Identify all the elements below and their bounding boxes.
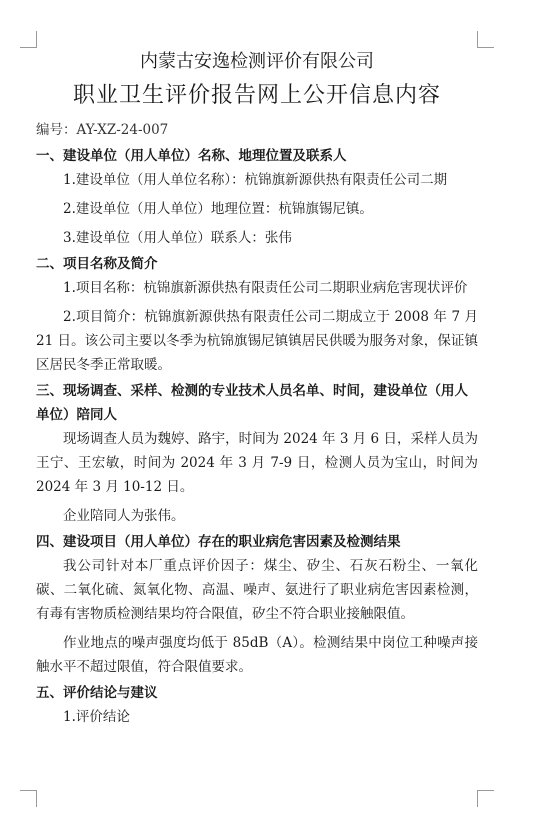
paragraph: 2.建设单位（用人单位）地理位置：杭锦旗锡尼镇。 bbox=[63, 201, 373, 217]
page-corner-mark bbox=[20, 31, 37, 48]
company-name: 内蒙古安逸检测评价有限公司 bbox=[140, 51, 374, 72]
document-title: 职业卫生评价报告网上公开信息内容 bbox=[72, 83, 441, 108]
document-number: 编号：AY-XZ-24-007 bbox=[36, 122, 169, 138]
page-corner-mark bbox=[477, 790, 494, 807]
paragraph: 作业地点的噪声强度均低于 85dB（A）。检测结果中岗位工种噪声接触水平不超过限值，符合限值要求。 bbox=[36, 635, 478, 675]
page-corner-mark bbox=[477, 31, 494, 48]
paragraph: 企业陪同人为张伟。 bbox=[63, 508, 185, 524]
paragraph: 3.建设单位（用人单位）联系人：张伟 bbox=[63, 230, 292, 246]
section-heading: 二、项目名称及简介 bbox=[36, 256, 158, 272]
section-heading: 五、评价结论与建议 bbox=[36, 685, 158, 701]
section-heading: 四、建设项目（用人单位）存在的职业病危害因素及检测结果 bbox=[36, 534, 401, 550]
paragraph: 现场调查人员为魏婷、路宇，时间为 2024 年 3 月 6 日，采样人员为王宁、王宏敏，时间为 2024 年 3 月 7-9 日，检测人员为宝山，时间为 2024 年 3 月 10-12 日。 bbox=[36, 431, 478, 495]
paragraph: 1.评价结论 bbox=[63, 709, 130, 725]
paragraph: 1.建设单位（用人单位名称）：杭锦旗新源供热有限责任公司二期 bbox=[63, 172, 448, 188]
section-heading: 三、现场调查、采样、检测的专业技术人员名单、时间，建设单位（用人单位）陪同人 bbox=[36, 383, 468, 423]
document-page bbox=[36, 46, 478, 729]
section-heading: 一、建设单位（用人单位）名称、地理位置及联系人 bbox=[36, 148, 347, 164]
paragraph: 2.项目简介：杭锦旗新源供热有限责任公司二期成立于 2008 年 7 月 21 日。该公司主要以冬季为杭锦旗锡尼镇镇居民供暖为服务对象，保证镇区居民冬季正常取暖。 bbox=[36, 309, 478, 373]
paragraph: 我公司针对本厂重点评价因子：煤尘、矽尘、石灰石粉尘、一氧化碳、二氧化硫、氮氧化物、高温、噪声、氨进行了职业病危害因素检测，有毒有害物质检测结果均符合限值，矽尘不符合职业接触限值。 bbox=[36, 558, 478, 622]
paragraph: 1.项目名称：杭锦旗新源供热有限责任公司二期职业病危害现状评价 bbox=[63, 280, 468, 296]
page-corner-mark bbox=[20, 790, 37, 807]
